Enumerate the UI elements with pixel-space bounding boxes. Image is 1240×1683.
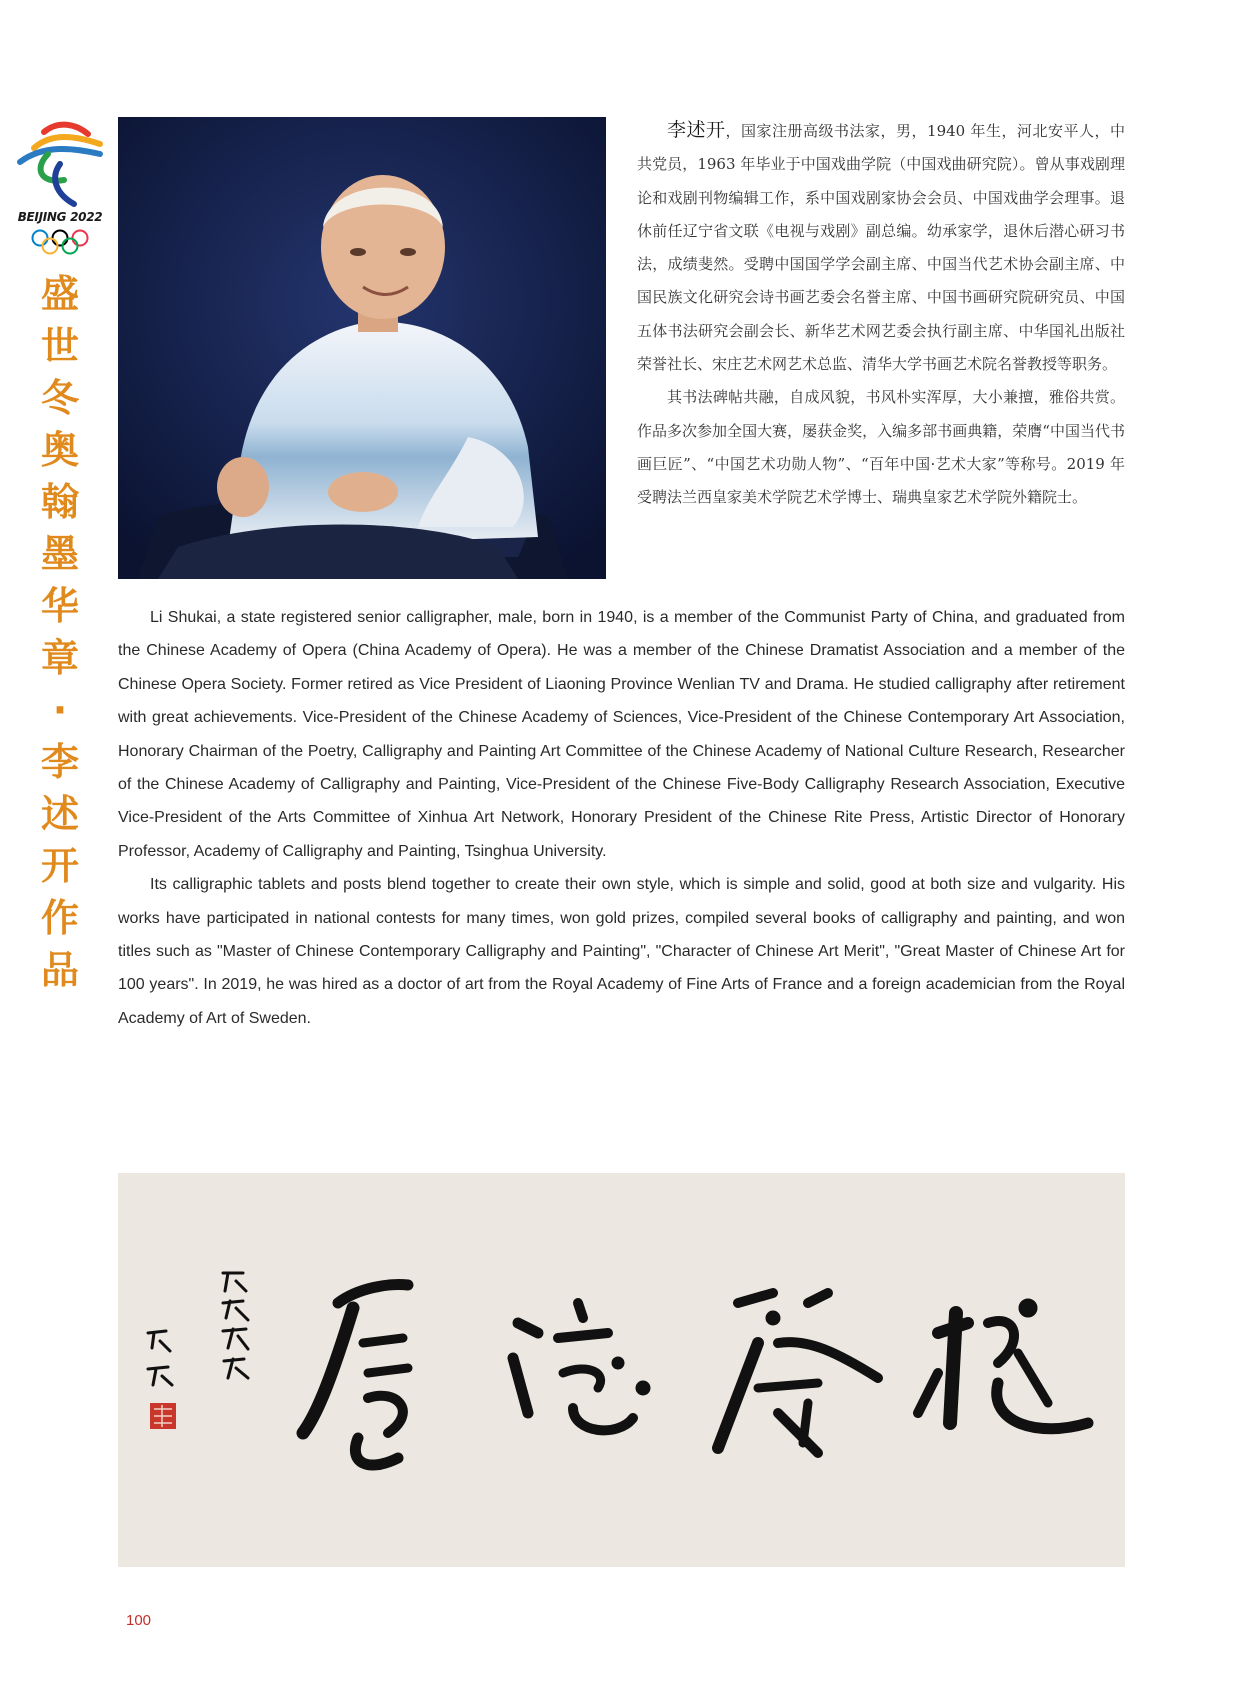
side-title-char: 世 — [40, 324, 79, 368]
side-title-char: 述 — [40, 792, 79, 836]
chinese-bio-text: ，国家注册高级书法家，男，1940 年生，河北安平人，中共党员，1963 年毕业于中国戏曲学院（中国戏曲研究院）。曾从事戏剧理论和戏剧刊物编辑工作，系中国戏剧家协会会员、中国戏曲学会理事。退休前任辽宁省文联《电视与戏剧》副总编。幼承家学，退休后潜心研习书法，成绩斐然。受聘中国国学学会副主席、中国当代艺术协会副主席、中国民族文化研究会诗书画艺委会名誉主席、中国书画研究院研究员、中国五体书法研究会副会长、新华艺术网艺委会执行副主席、中华国礼出版社荣誉社长、宋庄艺术网艺术总监、清华大学书画艺术院名誉教授等职务。 — [637, 122, 1125, 374]
page-number: 100 — [126, 1612, 152, 1629]
side-title-char: 品 — [40, 948, 79, 992]
chinese-bio-paragraph: 其书法碑帖共融，自成风貌，书风朴实浑厚，大小兼擅，雅俗共赏。作品多次参加全国大赛，屡获金奖，入编多部书画典籍，荣膺“中国当代书画巨匠”、“中国艺术功勋人物”、“百年中国·艺术大家”等称号。2019 年受聘法兰西皇家美术学院艺术学博士、瑞典皇家艺术学院外籍院士。 — [637, 388, 1125, 507]
english-biography — [118, 601, 1125, 1035]
artist-portrait-photo — [118, 117, 606, 579]
side-title-char: 冬 — [40, 376, 79, 420]
side-title-char: 盛 — [40, 272, 79, 316]
side-title-char: · — [52, 688, 68, 732]
side-title-char: 作 — [40, 896, 79, 940]
side-title-char: 翰 — [40, 480, 79, 524]
winter-olympics-emblem-icon — [14, 118, 106, 210]
side-title — [36, 268, 84, 996]
side-title-char: 开 — [40, 844, 79, 888]
chinese-bio-paragraph — [637, 114, 1125, 381]
calligraphy-artwork — [118, 1173, 1125, 1567]
chinese-biography — [637, 114, 1125, 515]
logo-text: BEIJING 2022 — [17, 210, 103, 224]
side-title-char: 李 — [40, 740, 79, 784]
artist-name: 李述开 — [667, 119, 726, 141]
side-title-char: 奥 — [40, 428, 79, 472]
beijing-2022-logo — [14, 118, 106, 258]
english-bio-paragraph: Its calligraphic tablets and posts blend together to create their own style, which is simple and solid, good at both size and vulgarity. His works have participated in national contests for many times, won gold prizes, compiled several books of calligraphy and painting, and won titles such as "Master of Chinese Contemporary Calligraphy and Painting", "Character of Chinese Art Merit", "Great Master of Chinese Art for 100 years". In 2019, he was hired as a doctor of art from the Royal Academy of Fine Arts of France and a foreign academician from the Royal Academy of Art of Sweden. — [118, 876, 1125, 1027]
side-title-char: 墨 — [40, 532, 79, 576]
calligraphy-brushwork-image — [118, 1173, 1125, 1567]
side-title-char: 华 — [40, 584, 79, 628]
english-bio-paragraph: Li Shukai, a state registered senior calligrapher, male, born in 1940, is a member of the Communist Party of China, and graduated from the Chinese Academy of Opera (China Academy of Opera). He was a member of the Chinese Dramatist Association and a member of the Chinese Opera Society. Former retired as Vice President of Liaoning Province Wenlian TV and Drama. He studied calligraphy after retirement with great achievements. Vice-President of the Chinese Academy of Sciences, Vice-President of the Chinese Contemporary Art Association, Honorary Chairman of the Poetry, Calligraphy and Painting Art Committee of the Chinese Academy of National Culture Research, Researcher of the Chinese Academy of Calligraphy and Painting, Vice-President of the Chinese Five-Body Calligraphy Research Association, Executive Vice-President of the Arts Committee of Xinhua Art Network, Honorary President of the Chinese Rite Press, Artistic Director of Honorary Professor, Academy of Calligraphy and Painting, Tsinghua University. — [118, 609, 1125, 860]
side-title-char: 章 — [40, 636, 79, 680]
olympic-rings-icon — [30, 228, 90, 256]
